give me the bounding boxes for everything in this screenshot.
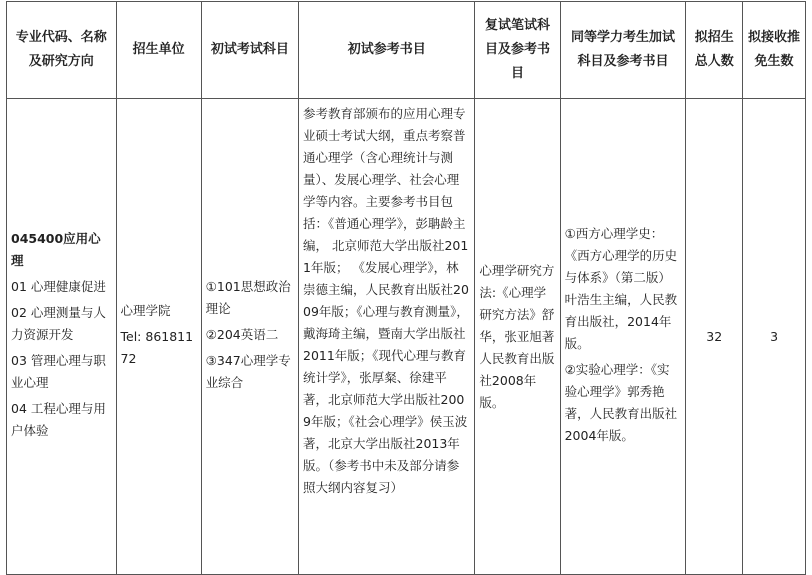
direction-item: 02 心理测量与人力资源开发	[11, 304, 106, 342]
enrollment-table	[6, 1, 806, 575]
books-text: 参考教育部颁布的应用心理专业硕士考试大纲，重点考察普通心理学（含心理统计与测量）、发展心理学、社会心理学等内容。主要参考书目包括：《普通心理学》，彭聃龄主编， 北京师范大学出版社2011年版； 《发展心理学》，林崇德主编，人民教育出版社2009年版；《心理与教育测量》，戴海琦主编，暨南大学出版社2011年版；《现代心理与教育统计学》，张厚粲、徐建平著，北京师范大学出版社2009年版；《社会心理学》侯玉波著，北京大学出版社2013年版。（参考书中未及部分请参照大纲内容复习）	[303, 106, 469, 495]
retest-text: 心理学研究方法:《心理学研究方法》舒华，张亚旭著 人民教育出版社2008年版。	[479, 262, 555, 410]
direction-item: 03 管理心理与职业心理	[11, 352, 106, 390]
header-exempt: 拟接收推免生数	[743, 2, 806, 99]
equivalent-item: ①西方心理学史：《西方心理学的历史与体系》（第二版）叶浩生主编，人民教育出版社，2014年版。	[564, 225, 678, 351]
unit-tel: Tel: 86181172	[120, 328, 194, 366]
subject-item: ①101思想政治理论	[205, 278, 291, 316]
header-exam-subjects: 初试考试科目	[201, 2, 298, 99]
unit-cell	[116, 99, 201, 575]
major-code: 045400应用心理	[11, 230, 101, 268]
major-cell	[7, 99, 117, 575]
subject-item: ②204英语二	[205, 326, 279, 342]
header-equivalent: 同等学力考生加试科目及参考书目	[560, 2, 686, 99]
exempt-cell: 3	[743, 99, 806, 575]
header-row	[7, 2, 806, 99]
header-quota: 拟招生总人数	[686, 2, 743, 99]
books-cell	[299, 99, 475, 575]
equivalent-item: ②实验心理学：《实验心理学》郭秀艳著，人民教育出版社2004年版。	[564, 361, 678, 443]
direction-item: 04 工程心理与用户体验	[11, 400, 106, 438]
equivalent-cell	[560, 99, 686, 575]
retest-cell	[475, 99, 560, 575]
header-exam-books: 初试参考书目	[299, 2, 475, 99]
header-major: 专业代码、名称及研究方向	[7, 2, 117, 99]
table-row	[7, 99, 806, 575]
direction-item: 01 心理健康促进	[11, 278, 106, 294]
subjects-cell	[201, 99, 298, 575]
quota-cell: 32	[686, 99, 743, 575]
header-retest: 复试笔试科目及参考书目	[475, 2, 560, 99]
subject-item: ③347心理学专业综合	[205, 352, 291, 390]
unit-name: 心理学院	[120, 302, 171, 318]
header-unit: 招生单位	[116, 2, 201, 99]
